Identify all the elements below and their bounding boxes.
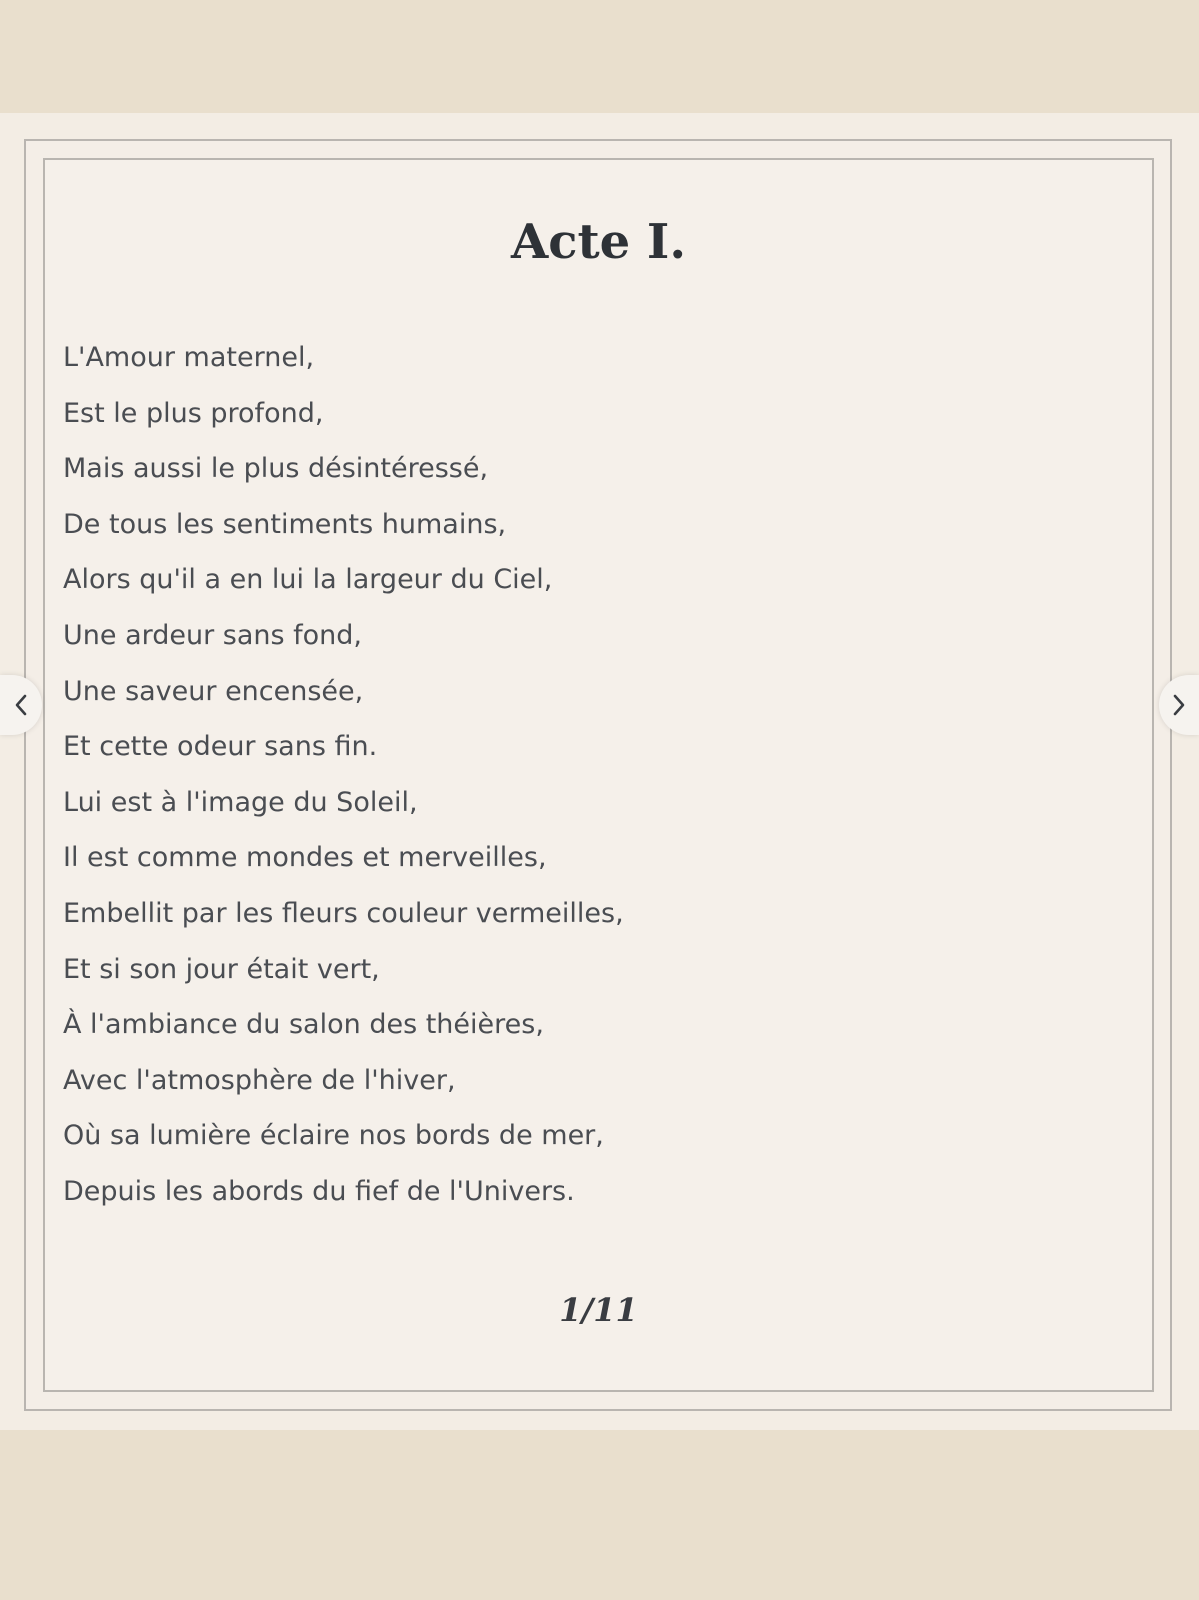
- poem-line: De tous les sentiments humains,: [63, 508, 507, 540]
- poem-line: Avec l'atmosphère de l'hiver,: [63, 1064, 456, 1096]
- poem-line: Est le plus profond,: [63, 397, 324, 429]
- poem-line: Mais aussi le plus désintéressé,: [63, 453, 489, 485]
- poem-title: Acte I.: [510, 214, 687, 270]
- poem-line: Lui est à l'image du Soleil,: [63, 786, 418, 818]
- poem-line: Et si son jour était vert,: [63, 953, 380, 985]
- poem-line: Il est comme mondes et merveilles,: [63, 842, 547, 874]
- chevron-left-icon: [12, 692, 30, 718]
- page-indicator: 1/11: [559, 1291, 638, 1329]
- poem-line: Où sa lumière éclaire nos bords de mer,: [63, 1120, 604, 1152]
- poem-line: Et cette odeur sans fin.: [63, 731, 378, 763]
- poem-line: À l'ambiance du salon des théières,: [63, 1009, 544, 1041]
- poem-body: [63, 330, 624, 1220]
- poem-line: Une saveur encensée,: [63, 675, 364, 707]
- poem-line: Depuis les abords du fief de l'Univers.: [63, 1175, 575, 1207]
- poem-line: Embellit par les fleurs couleur vermeilles,: [63, 897, 624, 929]
- poem-line: Une ardeur sans fond,: [63, 619, 363, 651]
- poem-page: [43, 158, 1154, 1392]
- chevron-right-icon: [1170, 692, 1188, 718]
- poem-line: L'Amour maternel,: [63, 342, 315, 373]
- poem-line: Alors qu'il a en lui la largeur du Ciel,: [63, 564, 553, 596]
